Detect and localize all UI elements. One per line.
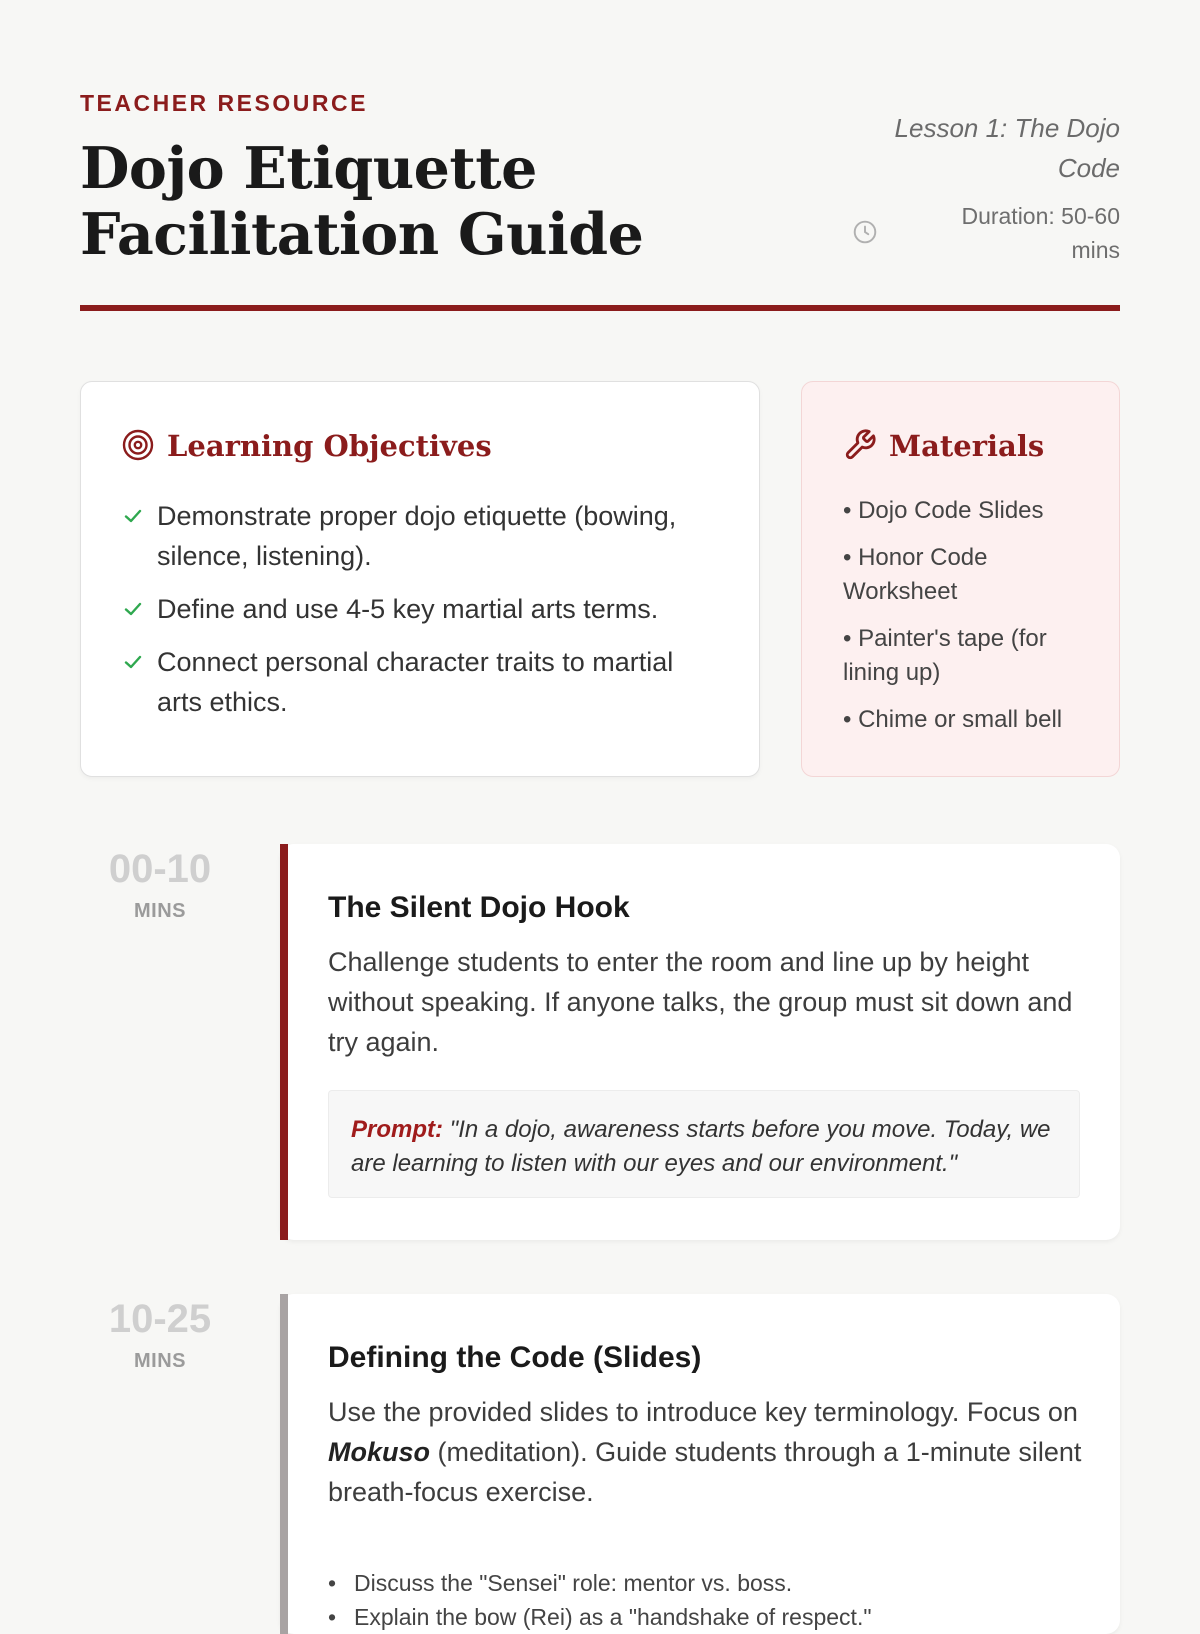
materials-heading: Materials [889, 429, 1045, 463]
wrench-icon [843, 428, 877, 462]
lesson-meta [840, 108, 1120, 188]
list-item: • Chime or small bell [843, 706, 1063, 733]
list-item [123, 589, 723, 629]
list-item: • Explain the bow (Rei) as a "handshake of respect." [328, 1600, 1088, 1634]
header-divider [80, 305, 1120, 311]
time-unit: MINS [134, 900, 186, 922]
page-header [80, 86, 1120, 314]
duration-text: Duration: 50-60 mins [961, 203, 1120, 263]
lesson-guide-page [80, 0, 1120, 1630]
prompt-label: Prompt: [351, 1116, 443, 1143]
step-card-1 [280, 844, 1120, 1240]
materials-card [801, 381, 1120, 777]
step-accent-bar [280, 1294, 288, 1634]
check-icon [123, 652, 143, 672]
step-accent-bar [280, 844, 288, 1240]
duration-row [840, 199, 1120, 269]
prompt-box [328, 1090, 1080, 1198]
lesson-name: Lesson 1: The Dojo Code [894, 113, 1120, 183]
list-item [123, 496, 723, 576]
step-card-2 [280, 1294, 1120, 1634]
step-body-text: (meditation). Guide students through a 1-minute silent breath-focus exercise. [328, 1437, 1082, 1507]
list-item: • Painter's tape (for lining up) [843, 625, 1047, 686]
timeline-time-1 [80, 846, 240, 923]
check-icon [123, 506, 143, 526]
step-title: The Silent Dojo Hook [328, 891, 630, 924]
time-range: 10-25 [108, 1297, 212, 1341]
list-item: • Discuss the "Sensei" role: mentor vs. boss. [328, 1566, 1088, 1600]
objective-text: Demonstrate proper dojo etiquette (bowing, silence, listening). [157, 501, 677, 571]
eyebrow-label: TEACHER RESOURCE [80, 90, 368, 116]
step-bullet-list [328, 1566, 1088, 1634]
list-item [123, 642, 723, 722]
check-icon [123, 599, 143, 619]
objective-text: Connect personal character traits to martial arts ethics. [157, 647, 674, 717]
page-title: Dojo Etiquette Facilitation Guide [80, 135, 644, 268]
materials-list [843, 494, 1093, 750]
target-icon [121, 428, 155, 462]
objectives-heading: Learning Objectives [167, 429, 492, 463]
step-body: Challenge students to enter the room and line up by height without speaking. If anyone talks, the group must sit down and try again. [328, 947, 1073, 1057]
time-range: 00-10 [108, 847, 212, 891]
list-item: • Dojo Code Slides [843, 497, 1044, 524]
time-unit: MINS [134, 1350, 186, 1372]
objective-text: Define and use 4-5 key martial arts terms. [157, 594, 659, 624]
step-body-text: Use the provided slides to introduce key terminology. Focus on [328, 1397, 1078, 1427]
objectives-list [123, 496, 723, 735]
prompt-text: "In a dojo, awareness starts before you move. Today, we are learning to listen with our eyes and our environment." [351, 1116, 1051, 1177]
timeline-time-2 [80, 1296, 240, 1373]
list-item: • Honor Code Worksheet [843, 544, 988, 605]
step-body [328, 1392, 1088, 1512]
learning-objectives-card [80, 381, 760, 777]
step-title: Defining the Code (Slides) [328, 1341, 702, 1374]
term-mokuso: Mokuso [328, 1437, 431, 1467]
clock-icon [852, 219, 878, 245]
